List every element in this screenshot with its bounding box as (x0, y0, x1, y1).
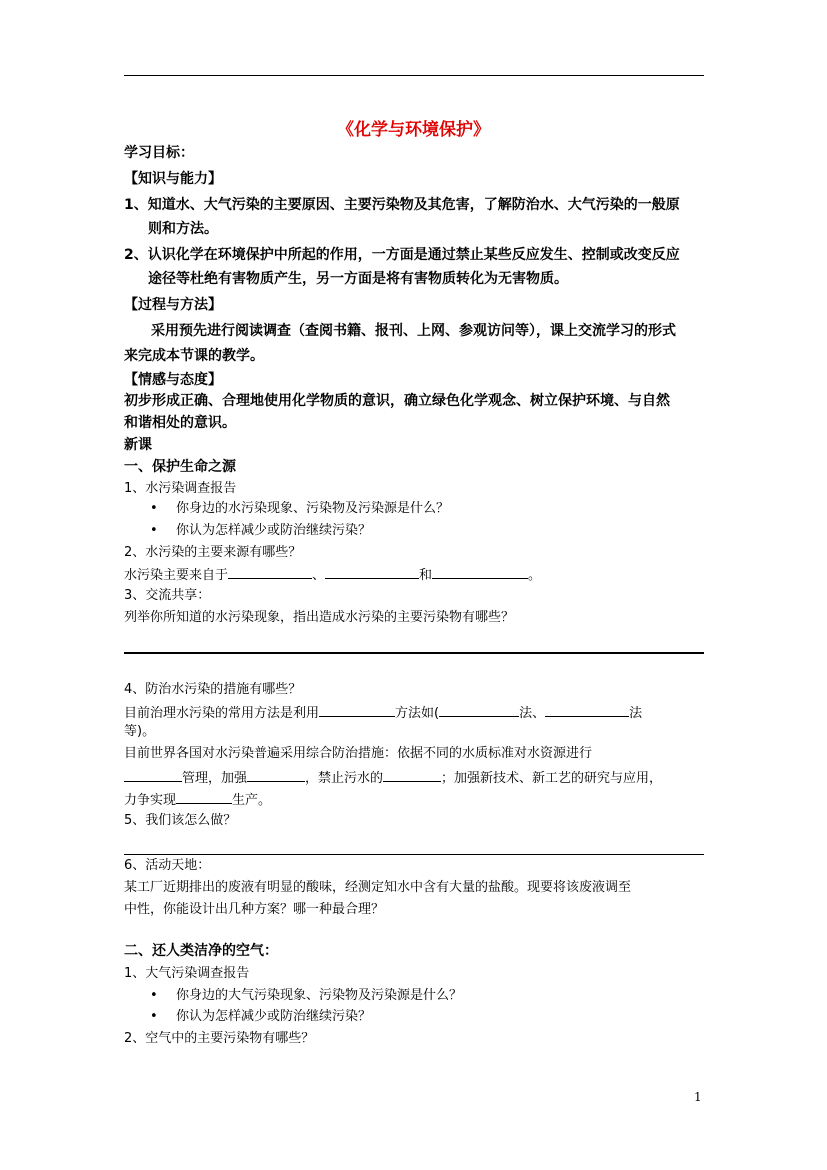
s2-question-2: 2、空气中的主要污染物有哪些？ (124, 1031, 315, 1046)
s2-bullet-1: 你身边的大气污染现象、污染物及污染源是什么？ (176, 988, 463, 1003)
s1-q6-line1: 某工厂近期排出的废液有明显的酸味，经测定知水中含有大量的盐酸。现要将该废液调至 (124, 880, 632, 895)
s1-q4-line4 (124, 769, 662, 787)
text-fragment: 法、 (519, 706, 546, 721)
page-title: 《化学与环境保护》 (337, 120, 490, 140)
text-fragment: ；加强新技术、新工艺的研究与应用， (441, 771, 663, 786)
blank-field[interactable] (319, 704, 395, 717)
s1-q6-line2: 中性，你能设计出几种方案？哪一种最合理？ (124, 902, 385, 917)
s1-question-6: 6、活动天地： (124, 858, 211, 873)
text-fragment: 生产。 (232, 793, 272, 808)
section2-heading: 二、还人类洁净的空气： (124, 943, 278, 959)
blank-field[interactable] (176, 791, 232, 804)
s1-question-5: 5、我们该怎么做？ (124, 813, 237, 828)
process-line2: 来完成本节课的教学。 (124, 348, 264, 364)
knowledge-item1-line2: 则和方法。 (148, 221, 218, 237)
emotion-line1: 初步形成正确、合理地使用化学物质的意识，确立绿色化学观念、树立保护环境、与自然 (124, 393, 670, 409)
s1-question-1: 1、水污染调查报告 (124, 481, 237, 496)
s1-bullet-1: 你身边的水污染现象、污染物及污染源是什么？ (176, 501, 450, 516)
s1-bullet-2: 你认为怎样减少或防治继续污染？ (176, 523, 372, 538)
new-lesson-label: 新课 (124, 437, 152, 453)
fill-separator: 、 (312, 568, 326, 583)
answer-rule (124, 652, 704, 654)
s1-q4-line2: 等)。 (124, 724, 156, 739)
s1-fill-line (124, 566, 541, 584)
bullet-icon: • (150, 988, 158, 1003)
text-fragment: 目前治理水污染的常用方法是利用 (124, 706, 320, 721)
text-fragment: 力争实现 (124, 793, 177, 808)
fill-prefix: 水污染主要来自于 (124, 568, 229, 583)
text-fragment: 法 (629, 706, 643, 721)
s2-question-1: 1、大气污染调查报告 (124, 966, 250, 981)
fill-end: 。 (528, 568, 542, 583)
knowledge-item2-line1: 2、认识化学在环境保护中所起的作用，一方面是通过禁止某些反应发生、控制或改变反应 (124, 247, 680, 263)
blank-field[interactable] (325, 566, 419, 579)
bullet-icon: • (150, 501, 158, 516)
header-rule (124, 75, 704, 76)
blank-field[interactable] (545, 704, 629, 717)
s1-q4-line5 (124, 791, 271, 809)
text-fragment: ，禁止污水的 (305, 771, 384, 786)
s1-question-3: 3、交流共享： (124, 588, 211, 603)
blank-field[interactable] (228, 566, 312, 579)
blank-field[interactable] (383, 769, 441, 782)
s1-question-2: 2、水污染的主要来源有哪些？ (124, 545, 302, 560)
s1-q4-line1 (124, 704, 642, 722)
knowledge-item1-line1: 1、知道水、大气污染的主要原因、主要污染物及其危害，了解防治水、大气污染的一般原 (124, 197, 680, 213)
knowledge-heading: 【知识与能力】 (124, 171, 222, 187)
s1-question-3-text: 列举你所知道的水污染现象，指出造成水污染的主要污染物有哪些？ (124, 610, 515, 625)
process-heading: 【过程与方法】 (124, 297, 222, 313)
s2-bullet-2: 你认为怎样减少或防治继续污染？ (176, 1009, 372, 1024)
text-fragment: 方法如( (395, 706, 440, 721)
s1-q4-line3: 目前世界各国对水污染普遍采用综合防治措施：依据不同的水质标准对水资源进行 (124, 746, 593, 761)
text-fragment: 管理，加强 (182, 771, 248, 786)
emotion-heading: 【情感与态度】 (124, 372, 222, 388)
bullet-icon: • (150, 523, 158, 538)
bullet-icon: • (150, 1009, 158, 1024)
blank-field[interactable] (247, 769, 305, 782)
emotion-line2: 和谐相处的意识。 (124, 415, 236, 431)
section1-heading: 一、保护生命之源 (124, 459, 236, 475)
blank-field[interactable] (439, 704, 519, 717)
process-line1: 采用预先进行阅读调查（查阅书籍、报刊、上网、参观访问等），课上交流学习的形式 (151, 323, 676, 339)
s1-question-4: 4、防治水污染的措施有哪些？ (124, 682, 302, 697)
knowledge-item2-line2: 途径等杜绝有害物质产生，另一方面是将有害物质转化为无害物质。 (148, 271, 568, 287)
answer-rule (124, 854, 704, 855)
goals-label: 学习目标： (124, 145, 194, 161)
blank-field[interactable] (124, 769, 182, 782)
page-number: 1 (694, 1090, 702, 1104)
blank-field[interactable] (432, 566, 528, 579)
fill-and: 和 (419, 568, 433, 583)
